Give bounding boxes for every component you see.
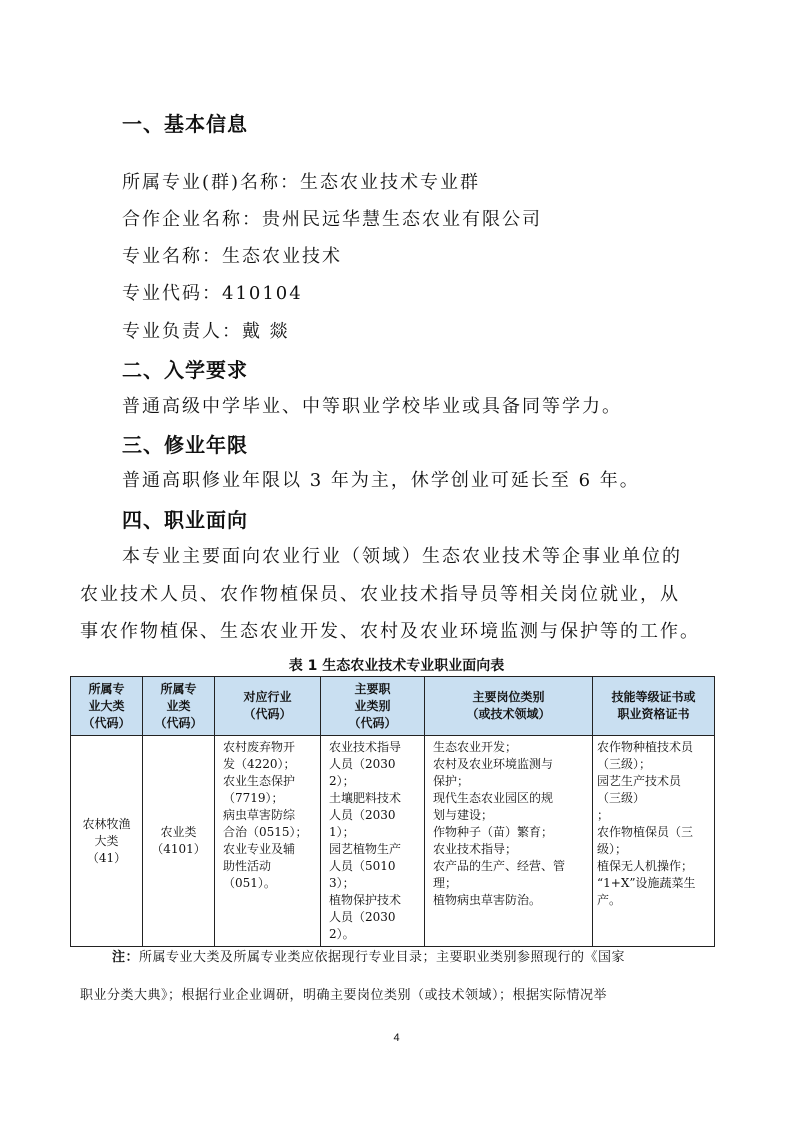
section-heading-duration: 三、修业年限	[122, 433, 248, 457]
cell-certificates: 农作物种植技术员 （三级）； 园艺生产技术员 （三级） ； 农作物植保员（三 级）； 植保无人机操作； “1+X”设施蔬菜生 产。	[593, 736, 715, 947]
company-name-line: 合作企业名称：贵州民远华慧生态农业有限公司	[122, 209, 542, 230]
table-row	[71, 736, 715, 947]
table-header-row	[71, 677, 715, 736]
occupation-orientation-table	[70, 676, 715, 947]
page-number: 4	[393, 1032, 400, 1044]
group-name-line: 所属专业(群)名称：生态农业技术专业群	[122, 172, 481, 193]
cell-positions: 生态农业开发； 农村及农业环境监测与 保护； 现代生态农业园区的规 划与建设； 作物种子（苗）繁育； 农业技术指导； 农产品的生产、经营、管 理； 植物病虫草害防治。	[425, 736, 593, 947]
orientation-paragraph-line: 本专业主要面向农业行业（领域）生态农业技术等企事业单位的	[122, 546, 682, 567]
cell-category: 农林牧渔 大类 （41）	[71, 736, 143, 947]
header-occupation: 主要职 业类别 （代码）	[321, 677, 425, 736]
major-name-line: 专业名称：生态农业技术	[122, 246, 342, 267]
header-subcategory: 所属专 业类 （代码）	[143, 677, 215, 736]
cell-subcategory: 农业类 （4101）	[143, 736, 215, 947]
section-heading-admission: 二、入学要求	[122, 358, 248, 382]
orientation-paragraph-line: 事农作物植保、生态农业开发、农村及农业环境监测与保护等的工作。	[80, 621, 700, 642]
major-code-line: 专业代码：410104	[122, 283, 303, 304]
section-heading-basic-info: 一、基本信息	[122, 112, 248, 136]
header-positions: 主要岗位类别 （或技术领域）	[425, 677, 593, 736]
section-heading-orientation: 四、职业面向	[122, 508, 248, 532]
table-note	[80, 939, 716, 1015]
note-label: 注：	[112, 950, 140, 965]
header-certificates: 技能等级证书或 职业资格证书	[593, 677, 715, 736]
header-industry: 对应行业 （代码）	[215, 677, 321, 736]
cell-industry: 农村废弃物开 发（4220）； 农业生态保护 （7719）； 病虫草害防综 合治（0515）； 农业专业及辅 助性活动 （051）。	[215, 736, 321, 947]
note-line: 职业分类大典》；根据行业企业调研，明确主要岗位类别（或技术领域）；根据实际情况举	[80, 988, 608, 1003]
header-category: 所属专 业大类 （代码）	[71, 677, 143, 736]
note-line: 所属专业大类及所属专业类应依据现行专业目录；主要职业类别参照现行的《国家	[139, 950, 626, 965]
admission-text: 普通高级中学毕业、中等职业学校毕业或具备同等学力。	[122, 396, 622, 417]
duration-text: 普通高职修业年限以 3 年为主，休学创业可延长至 6 年。	[122, 470, 640, 491]
major-leader-line: 专业负责人：戴 燚	[122, 321, 290, 342]
orientation-paragraph-line: 农业技术人员、农作物植保员、农业技术指导员等相关岗位就业，从	[80, 584, 680, 605]
cell-occupation: 农业技术指导 人员（20302）； 土壤肥料技术 人员（20301）； 园艺植物生产 人员（50103）； 植物保护技术 人员（20302）。	[321, 736, 425, 947]
table-caption: 表 1 生态农业技术专业职业面向表	[288, 658, 505, 674]
